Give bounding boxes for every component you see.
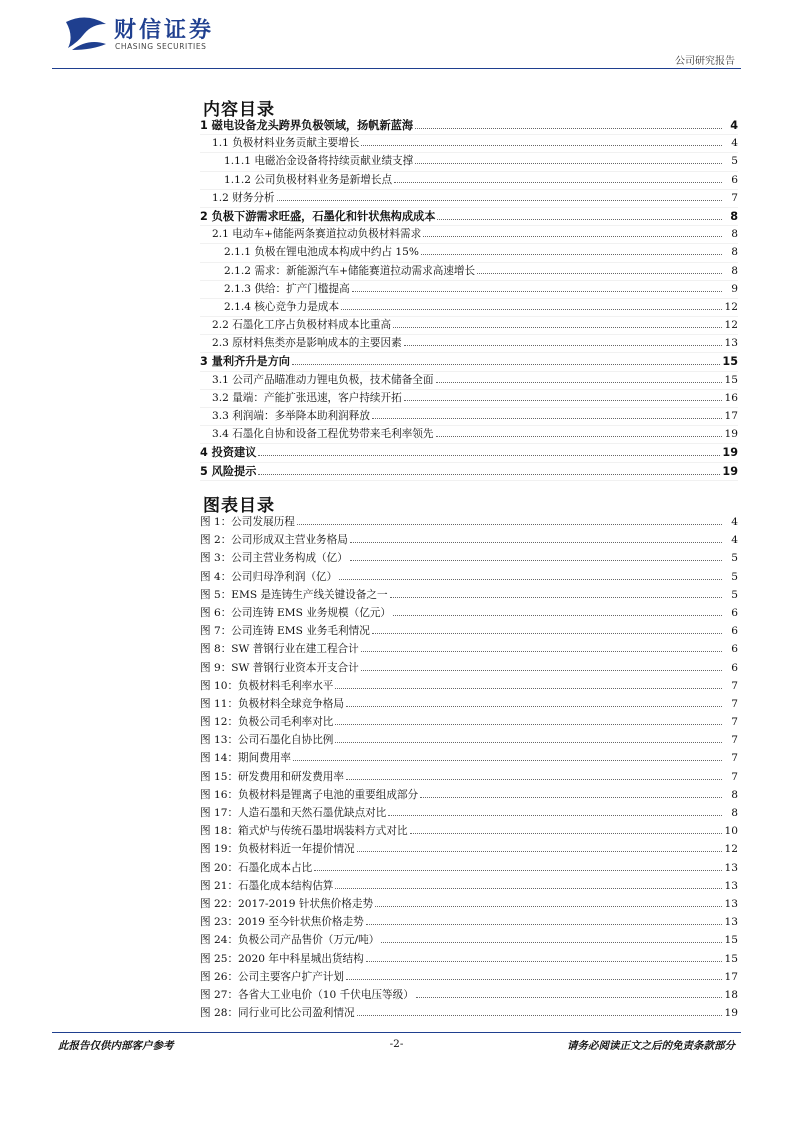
figure-entry-page: 13 bbox=[724, 897, 738, 910]
toc-entry-page: 15 bbox=[724, 373, 738, 386]
toc-entry-label: 2.3 原材料焦类亦是影响成本的主要因素 bbox=[212, 337, 402, 350]
toc-entry-page: 12 bbox=[724, 300, 738, 313]
dot-leader bbox=[393, 326, 722, 328]
figure-entry-label: 图 6：公司连铸 EMS 业务规模（亿元） bbox=[200, 606, 391, 619]
figure-entry[interactable] bbox=[200, 532, 738, 550]
toc-entry[interactable] bbox=[200, 208, 738, 226]
figure-entry[interactable] bbox=[200, 1005, 738, 1023]
toc-entry-page: 19 bbox=[722, 464, 738, 478]
toc-entry-label: 2 负极下游需求旺盛，石墨化和针状焦构成成本 bbox=[200, 209, 436, 223]
figure-entry-page: 8 bbox=[731, 788, 738, 801]
toc-entry-page: 4 bbox=[731, 137, 738, 150]
toc-entry-page: 7 bbox=[731, 191, 738, 204]
toc-entry[interactable] bbox=[200, 353, 738, 371]
dot-leader bbox=[361, 144, 722, 146]
dot-leader bbox=[436, 381, 723, 383]
figure-entry-page: 15 bbox=[724, 934, 738, 947]
figure-entry-page: 15 bbox=[724, 952, 738, 965]
toc-list bbox=[200, 117, 738, 481]
dot-leader bbox=[357, 850, 722, 852]
figure-entry[interactable] bbox=[200, 605, 738, 623]
toc-entry-label: 1.1.2 公司负极材料业务是新增长点 bbox=[224, 173, 393, 186]
figure-entry[interactable] bbox=[200, 569, 738, 587]
figure-entry[interactable] bbox=[200, 878, 738, 896]
toc-entry-label: 1.1.1 电磁冶金设备将持续贡献业绩支撑 bbox=[224, 155, 414, 168]
figure-entry-label: 图 26：公司主要客户扩产计划 bbox=[200, 970, 344, 983]
dot-leader bbox=[404, 344, 722, 346]
figure-entry[interactable] bbox=[200, 969, 738, 987]
toc-entry-page: 15 bbox=[722, 355, 738, 369]
figure-entry[interactable] bbox=[200, 841, 738, 859]
brand-name-cn: 财信证券 bbox=[114, 18, 215, 43]
toc-entry-label: 4 投资建议 bbox=[200, 446, 257, 460]
figure-entry-page: 4 bbox=[731, 516, 738, 528]
figure-entry-page: 13 bbox=[724, 879, 738, 892]
footer-disclaimer-right: 请务必阅读正文之后的免责条款部分 bbox=[567, 1040, 735, 1052]
figure-entry-label: 图 10：负极材料毛利率水平 bbox=[200, 679, 334, 692]
dot-leader bbox=[366, 960, 722, 962]
figure-entry-page: 12 bbox=[724, 843, 738, 856]
footer-divider bbox=[52, 1032, 741, 1033]
figure-entry[interactable] bbox=[200, 932, 738, 950]
figure-entry-page: 5 bbox=[731, 570, 738, 583]
toc-entry-page: 16 bbox=[724, 391, 738, 404]
figure-entry-page: 7 bbox=[731, 697, 738, 710]
toc-entry-page: 9 bbox=[731, 282, 738, 295]
figure-entry-page: 6 bbox=[731, 643, 738, 656]
dot-leader bbox=[314, 869, 722, 871]
toc-entry[interactable] bbox=[200, 153, 738, 171]
dot-leader bbox=[423, 235, 722, 237]
toc-entry[interactable] bbox=[200, 244, 738, 262]
page-header bbox=[0, 0, 793, 72]
figure-entry[interactable] bbox=[200, 660, 738, 678]
toc-entry[interactable] bbox=[200, 263, 738, 281]
toc-entry[interactable] bbox=[200, 135, 738, 153]
toc-entry[interactable] bbox=[200, 281, 738, 299]
toc-entry-page: 19 bbox=[724, 428, 738, 441]
figure-list bbox=[200, 514, 738, 1023]
figure-entry-label: 图 2：公司形成双主营业务格局 bbox=[200, 534, 348, 547]
toc-entry-label: 2.1.2 需求：新能源汽车+储能赛道拉动需求高速增长 bbox=[224, 264, 476, 277]
dot-leader bbox=[258, 473, 720, 475]
figure-entry[interactable] bbox=[200, 623, 738, 641]
dot-leader bbox=[335, 887, 722, 889]
figure-entry-label: 图 16：负极材料是锂离子电池的重要组成部分 bbox=[200, 788, 419, 801]
dot-leader bbox=[420, 796, 722, 798]
figure-entry-page: 6 bbox=[731, 606, 738, 619]
dot-leader bbox=[394, 181, 722, 183]
dot-leader bbox=[361, 650, 722, 652]
toc-entry-page: 8 bbox=[731, 264, 738, 277]
toc-entry[interactable] bbox=[200, 190, 738, 208]
figure-entry-label: 图 28：同行业可比公司盈利情况 bbox=[200, 1007, 355, 1020]
toc-entry[interactable] bbox=[200, 172, 738, 190]
dot-leader bbox=[258, 454, 720, 456]
dot-leader bbox=[410, 832, 722, 834]
footer-disclaimer-left: 此报告仅供内部客户参考 bbox=[58, 1040, 174, 1052]
figure-entry[interactable] bbox=[200, 514, 738, 532]
dot-leader bbox=[292, 363, 720, 365]
dot-leader bbox=[357, 1014, 722, 1016]
figure-entry-label: 图 14：期间费用率 bbox=[200, 752, 292, 765]
report-type: 公司研究报告 bbox=[675, 56, 735, 67]
figure-entry-label: 图 4：公司归母净利润（亿） bbox=[200, 570, 338, 583]
figure-entry-label: 图 19：负极材料近一年提价情况 bbox=[200, 843, 355, 856]
toc-entry[interactable] bbox=[200, 372, 738, 390]
dot-leader bbox=[346, 978, 722, 980]
figure-list-title: 图表目录 bbox=[203, 496, 275, 516]
toc-entry-page: 8 bbox=[731, 228, 738, 241]
figure-entry[interactable] bbox=[200, 641, 738, 659]
dot-leader bbox=[375, 905, 722, 907]
dot-leader bbox=[361, 669, 722, 671]
dot-leader bbox=[416, 996, 722, 998]
dot-leader bbox=[366, 923, 722, 925]
figure-entry[interactable] bbox=[200, 987, 738, 1005]
figure-entry-page: 7 bbox=[731, 770, 738, 783]
figure-entry-label: 图 8：SW 普钢行业在建工程合计 bbox=[200, 643, 359, 656]
toc-entry-label: 3.2 量端：产能扩张迅速，客户持续开拓 bbox=[212, 391, 402, 404]
figure-entry[interactable] bbox=[200, 951, 738, 969]
figure-entry-page: 7 bbox=[731, 752, 738, 765]
dot-leader bbox=[335, 741, 722, 743]
dot-leader bbox=[297, 523, 722, 525]
figure-entry[interactable] bbox=[200, 896, 738, 914]
figure-entry-label: 图 25：2020 年中科星城出货结构 bbox=[200, 952, 364, 965]
toc-entry-label: 2.1.3 供给：扩产门槛提高 bbox=[224, 282, 350, 295]
figure-entry-label: 图 21：石墨化成本结构估算 bbox=[200, 879, 334, 892]
figure-entry[interactable] bbox=[200, 550, 738, 568]
figure-entry-label: 图 24：负极公司产品售价（万元/吨） bbox=[200, 934, 380, 947]
figure-entry-label: 图 23：2019 至今针状焦价格走势 bbox=[200, 916, 364, 929]
figure-entry-label: 图 1：公司发展历程 bbox=[200, 516, 295, 528]
figure-entry-page: 5 bbox=[731, 552, 738, 565]
toc-entry-label: 2.1.1 负极在锂电池成本构成中约占 15% bbox=[224, 246, 419, 259]
figure-entry-label: 图 18：箱式炉与传统石墨坩埚装料方式对比 bbox=[200, 825, 408, 838]
toc-entry[interactable] bbox=[200, 390, 738, 408]
figure-entry-page: 7 bbox=[731, 679, 738, 692]
dot-leader bbox=[436, 435, 723, 437]
figure-entry-page: 10 bbox=[724, 825, 738, 838]
brand-name-en: CHASING SECURITIES bbox=[115, 42, 207, 51]
toc-entry-page: 8 bbox=[730, 209, 738, 223]
toc-title: 内容目录 bbox=[203, 100, 275, 120]
figure-entry[interactable] bbox=[200, 750, 738, 768]
toc-entry-label: 1 磁电设备龙头跨界负极领域，扬帆新蓝海 bbox=[200, 119, 414, 132]
dot-leader bbox=[350, 559, 722, 561]
dot-leader bbox=[293, 759, 722, 761]
chasing-securities-logo-icon bbox=[62, 14, 110, 54]
dot-leader bbox=[477, 272, 722, 274]
toc-entry[interactable] bbox=[200, 317, 738, 335]
figure-entry-page: 17 bbox=[724, 970, 738, 983]
dot-leader bbox=[277, 199, 722, 201]
dot-leader bbox=[437, 218, 722, 220]
figure-entry-page: 5 bbox=[731, 588, 738, 601]
figure-entry-page: 6 bbox=[731, 661, 738, 674]
figure-entry-label: 图 12：负极公司毛利率对比 bbox=[200, 716, 334, 729]
figure-entry-page: 6 bbox=[731, 625, 738, 638]
dot-leader bbox=[341, 308, 722, 310]
figure-entry[interactable] bbox=[200, 823, 738, 841]
figure-entry[interactable] bbox=[200, 860, 738, 878]
figure-entry-page: 18 bbox=[724, 988, 738, 1001]
figure-entry-label: 图 27：各省大工业电价（10 千伏电压等级） bbox=[200, 988, 414, 1001]
dot-leader bbox=[404, 399, 722, 401]
toc-entry-page: 5 bbox=[731, 155, 738, 168]
figure-entry[interactable] bbox=[200, 787, 738, 805]
page-number: -2- bbox=[389, 1038, 404, 1050]
dot-leader bbox=[393, 614, 722, 616]
dot-leader bbox=[335, 723, 722, 725]
figure-entry[interactable] bbox=[200, 696, 738, 714]
toc-entry[interactable] bbox=[200, 426, 738, 444]
figure-entry-label: 图 5：EMS 是连铸生产线关键设备之一 bbox=[200, 588, 388, 601]
toc-entry-page: 6 bbox=[731, 173, 738, 186]
figure-entry-label: 图 13：公司石墨化自协比例 bbox=[200, 734, 334, 747]
toc-entry[interactable] bbox=[200, 335, 738, 353]
toc-entry-label: 2.1 电动车+储能两条赛道拉动负极材料需求 bbox=[212, 228, 422, 241]
figure-entry-label: 图 3：公司主营业务构成（亿） bbox=[200, 552, 348, 565]
toc-entry-label: 1.1 负极材料业务贡献主要增长 bbox=[212, 137, 360, 150]
dot-leader bbox=[390, 596, 722, 598]
toc-entry[interactable] bbox=[200, 444, 738, 462]
toc-entry-label: 2.1.4 核心竞争力是成本 bbox=[224, 300, 340, 313]
dot-leader bbox=[372, 632, 722, 634]
toc-entry[interactable] bbox=[200, 408, 738, 426]
dot-leader bbox=[421, 253, 722, 255]
dot-leader bbox=[388, 814, 722, 816]
dot-leader bbox=[415, 162, 722, 164]
toc-entry-label: 2.2 石墨化工序占负极材料成本比重高 bbox=[212, 319, 392, 332]
toc-entry[interactable] bbox=[200, 463, 738, 481]
figure-entry[interactable] bbox=[200, 678, 738, 696]
toc-entry-page: 17 bbox=[724, 410, 738, 422]
toc-entry-label: 3 量利齐升是方向 bbox=[200, 355, 290, 369]
toc-entry-page: 19 bbox=[722, 446, 738, 460]
dot-leader bbox=[352, 290, 722, 292]
dot-leader bbox=[381, 941, 722, 943]
figure-entry-label: 图 22：2017-2019 针状焦价格走势 bbox=[200, 897, 374, 910]
dot-leader bbox=[372, 417, 722, 419]
figure-entry-page: 19 bbox=[724, 1007, 738, 1020]
figure-entry[interactable] bbox=[200, 805, 738, 823]
toc-entry-page: 12 bbox=[724, 319, 738, 332]
toc-entry[interactable] bbox=[200, 299, 738, 317]
figure-entry-label: 图 7：公司连铸 EMS 业务毛利情况 bbox=[200, 625, 370, 638]
figure-entry-page: 7 bbox=[731, 734, 738, 747]
dot-leader bbox=[346, 705, 722, 707]
header-divider bbox=[52, 68, 741, 69]
toc-entry[interactable] bbox=[200, 117, 738, 135]
figure-entry-page: 13 bbox=[724, 916, 738, 929]
figure-entry-page: 8 bbox=[731, 807, 738, 819]
dot-leader bbox=[335, 687, 722, 689]
figure-entry-label: 图 17：人造石墨和天然石墨优缺点对比 bbox=[200, 807, 387, 819]
toc-entry[interactable] bbox=[200, 226, 738, 244]
dot-leader bbox=[346, 778, 722, 780]
figure-entry-label: 图 20：石墨化成本占比 bbox=[200, 861, 313, 874]
figure-entry[interactable] bbox=[200, 914, 738, 932]
dot-leader bbox=[415, 127, 722, 129]
toc-entry-page: 8 bbox=[731, 246, 738, 259]
figure-entry-page: 7 bbox=[731, 716, 738, 729]
figure-entry-page: 4 bbox=[731, 534, 738, 547]
toc-entry-page: 13 bbox=[724, 337, 738, 350]
figure-entry-label: 图 15：研发费用和研发费用率 bbox=[200, 770, 344, 783]
toc-entry-label: 3.1 公司产品瞄准动力锂电负极，技术储备全面 bbox=[212, 373, 434, 386]
dot-leader bbox=[350, 541, 722, 543]
toc-entry-page: 4 bbox=[730, 119, 738, 132]
figure-entry[interactable] bbox=[200, 769, 738, 787]
dot-leader bbox=[339, 578, 722, 580]
figure-entry[interactable] bbox=[200, 714, 738, 732]
figure-entry[interactable] bbox=[200, 587, 738, 605]
toc-entry-label: 3.4 石墨化自协和设备工程优势带来毛利率领先 bbox=[212, 428, 434, 441]
figure-entry-label: 图 11：负极材料全球竞争格局 bbox=[200, 697, 344, 710]
toc-entry-label: 5 风险提示 bbox=[200, 464, 257, 478]
figure-entry-page: 13 bbox=[724, 861, 738, 874]
figure-entry-label: 图 9：SW 普钢行业资本开支合计 bbox=[200, 661, 359, 674]
figure-entry[interactable] bbox=[200, 732, 738, 750]
toc-entry-label: 1.2 财务分析 bbox=[212, 191, 275, 204]
toc-entry-label: 3.3 利润端：多举降本助利润释放 bbox=[212, 410, 370, 422]
